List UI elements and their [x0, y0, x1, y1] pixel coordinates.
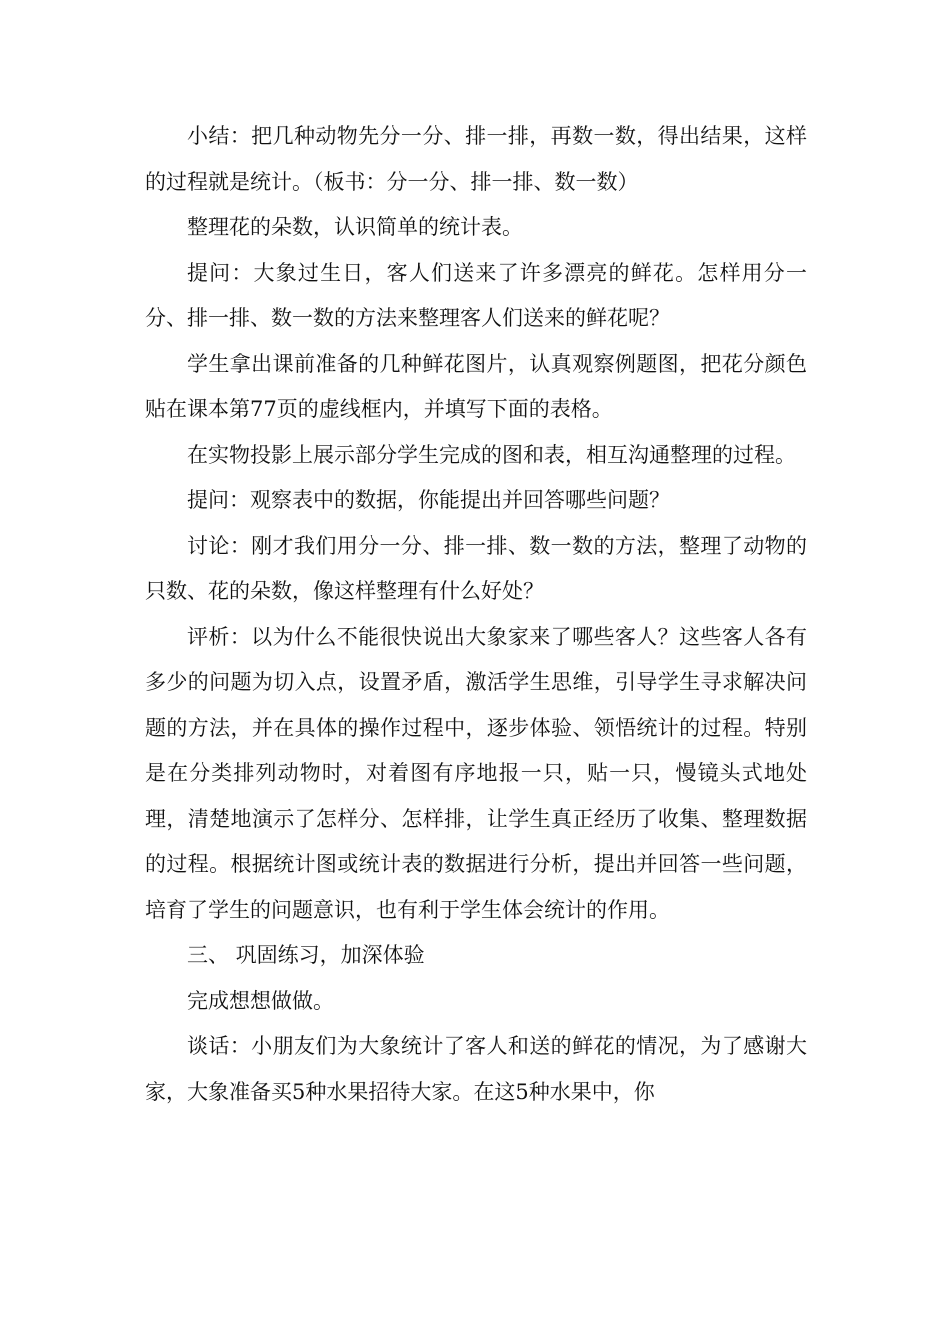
paragraph-flowers-heading: 整理花的朵数，认识简单的统计表。 [187, 215, 523, 239]
paragraph-question-table: 提问：观察表中的数据，你能提出并回答哪些问题？ [187, 488, 670, 512]
paragraph-analysis: 评析：以为什么不能很快说出大象家来了哪些客人？这些客人各有多少的问题为切入点，设置矛盾，激活学生思维，引导学生寻求解决问题的方法，并在具体的操作过程中，逐步体验、领悟统计的过程。特别是在分类排列动物时，对着图有序地报一只，贴一只，慢镜头式地处理，清楚地演示了怎样分、怎样排，让学生真正经历了收集、整理数据的过程。根据统计图或统计表的数据进行分析，提出并回答一些问题，培育了学生的问题意识，也有利于学生体会统计的作用。 [145, 624, 807, 922]
paragraph-question-flowers: 提问：大象过生日，客人们送来了许多漂亮的鲜花。怎样用分一分、排一排、数一数的方法来整理客人们送来的鲜花呢？ [145, 260, 807, 330]
paragraph-summary: 小结：把几种动物先分一分、排一排，再数一数，得出结果，这样的过程就是统计。（板书：分一分、排一排、数一数） [145, 124, 807, 194]
document-body [145, 114, 807, 1115]
paragraph-student-activity: 学生拿出课前准备的几种鲜花图片，认真观察例题图，把花分颜色贴在课本第77页的虚线框内，并填写下面的表格。 [145, 351, 807, 421]
paragraph-discussion: 讨论：刚才我们用分一分、排一排、数一数的方法，整理了动物的只数、花的朵数，像这样整理有什么好处？ [145, 533, 807, 603]
paragraph-projection: 在实物投影上展示部分学生完成的图和表，相互沟通整理的过程。 [187, 442, 796, 467]
paragraph-exercise: 完成想想做做。 [187, 988, 334, 1013]
paragraph-talk: 谈话：小朋友们为大象统计了客人和送的鲜花的情况，为了感谢大家，大象准备买5种水果招待大家。在这5种水果中，你 [145, 1034, 807, 1104]
section-heading-practice: 三、 巩固练习，加深体验 [187, 943, 425, 967]
